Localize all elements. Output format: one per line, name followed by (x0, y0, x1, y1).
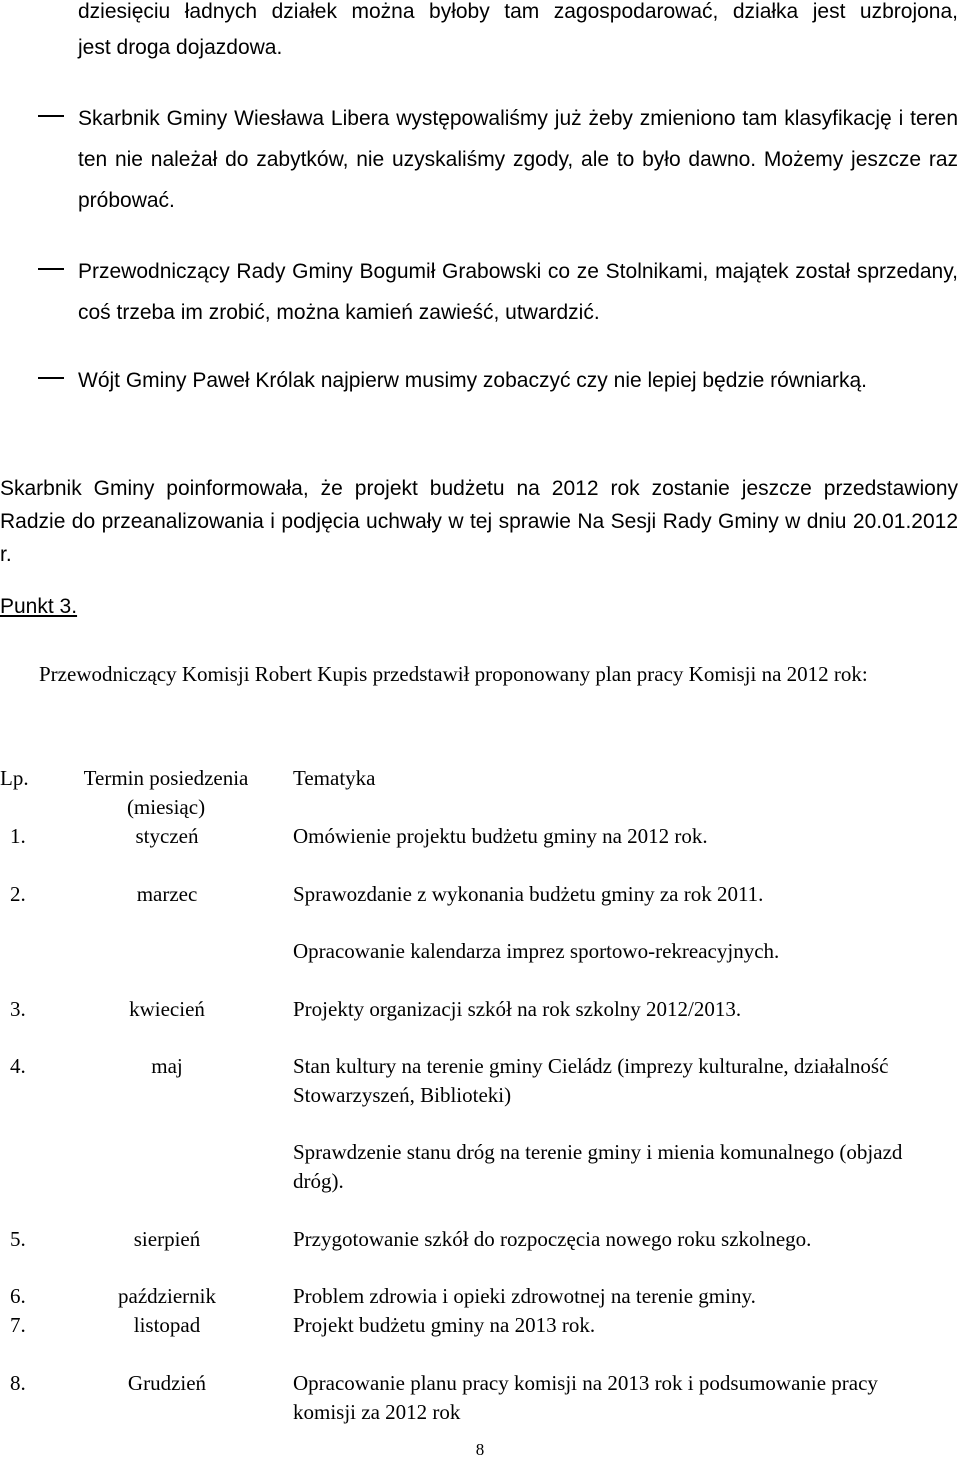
row-term: Grudzień (127, 1371, 207, 1395)
speech-entry-council-chair (38, 251, 958, 333)
speech-text: Przewodniczący Rady Gminy Bogumił Grabowski co ze Stolnikami, majątek został sprzedany, coś trzeba im zrobić, można kamień zawieść, utwardzić. (78, 260, 958, 324)
row-number: 2. (10, 882, 26, 906)
row-topic: Sprawdzenie stanu dróg na terenie gminy i mienia komunalnego (objazd dróg). (293, 1140, 903, 1193)
header-lp: Lp. (0, 766, 29, 790)
dash-icon (38, 115, 64, 117)
plan-intro: Przewodniczący Komisji Robert Kupis przedstawił proponowany plan pracy Komisji na 2012 rok: (39, 662, 868, 686)
row-topic: Omówienie projektu budżetu gminy na 2012 rok. (293, 824, 708, 848)
speech-text: Wójt Gminy Paweł Królak najpierw musimy zobaczyć czy nie lepiej będzie równiarką. (78, 369, 867, 392)
row-topic: Projekty organizacji szkół na rok szkolny 2012/2013. (293, 997, 742, 1021)
row-topic: Opracowanie planu pracy komisji na 2013 rok i podsumowanie pracy komisji za 2012 rok (293, 1371, 878, 1424)
row-term: maj (151, 1054, 183, 1078)
header-term: Termin posiedzenia (miesiąc) (83, 766, 249, 819)
dash-icon (38, 268, 64, 270)
speech-text: Skarbnik Gminy Wiesława Libera występowaliśmy już żeby zmieniono tam klasyfikację i teren ten nie należał do zabytków, nie uzyskaliśmy zgody, ale to było dawno. Możemy jeszcze raz próbować. (78, 107, 958, 212)
summary-paragraph: Skarbnik Gminy poinformowała, że projekt budżetu na 2012 rok zostanie jeszcze przedstawiony Radzie do przeanalizowania i podjęcia uchwały w tej sprawie Na Sesji Rady Gminy w dniu 20.01.2012 r. (0, 477, 958, 566)
row-term: sierpień (133, 1227, 201, 1251)
row-topic: Opracowanie kalendarza imprez sportowo-rekreacyjnych. (293, 939, 780, 963)
dash-icon (38, 377, 64, 379)
row-number: 5. (10, 1227, 26, 1251)
continuation-line-1: dziesięciu ładnych działek można byłoby tam zagospodarować, działka jest uzbrojona, (78, 0, 958, 23)
row-number: 1. (10, 824, 26, 848)
row-topic: Stan kultury na terenie gminy Cieládz (imprezy kulturalne, działalność Stowarzyszeń, Biblioteki) (293, 1054, 889, 1107)
continuation-line-2: jest droga dojazdowa. (78, 36, 283, 59)
row-topic: Przygotowanie szkół do rozpoczęcia nowego roku szkolnego. (293, 1227, 812, 1251)
continuation-paragraph (78, 0, 958, 66)
row-number: 7. (10, 1313, 26, 1337)
row-term: październik (118, 1284, 216, 1308)
page-number: 8 (475, 1440, 485, 1459)
row-topic: Projekt budżetu gminy na 2013 rok. (293, 1313, 596, 1337)
row-number: 3. (10, 997, 26, 1021)
row-term: kwiecień (129, 997, 205, 1021)
speech-entry-treasurer (38, 98, 958, 221)
row-number: 6. (10, 1284, 26, 1308)
row-topic: Sprawozdanie z wykonania budżetu gminy za rok 2011. (293, 882, 764, 906)
row-number: 8. (10, 1371, 26, 1395)
table-header (0, 764, 958, 822)
speech-entry-mayor (38, 360, 958, 401)
row-term: marzec (136, 882, 198, 906)
row-term: styczeń (135, 824, 199, 848)
section-heading: Punkt 3. (0, 595, 78, 618)
header-topic: Tematyka (293, 766, 376, 790)
row-term: listopad (133, 1313, 201, 1337)
row-number: 4. (10, 1054, 26, 1078)
row-topic: Problem zdrowia i opieki zdrowotnej na terenie gminy. (293, 1284, 756, 1308)
